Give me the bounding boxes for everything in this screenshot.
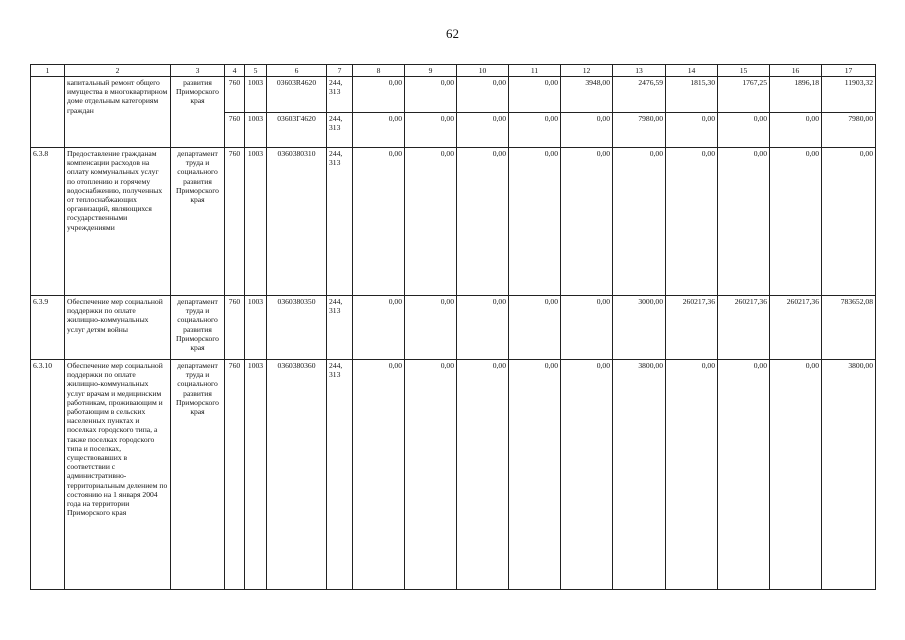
cell-value: 0,00	[353, 148, 405, 296]
column-header: 10	[457, 65, 509, 77]
cell-value: 260217,36	[770, 296, 822, 360]
cell-c5: 1003	[245, 360, 267, 590]
cell-c7: 244, 313	[327, 296, 353, 360]
cell-value: 0,00	[718, 360, 770, 590]
cell-value: 0,00	[509, 148, 561, 296]
cell-c4: 760	[225, 113, 245, 148]
column-header: 9	[405, 65, 457, 77]
cell-value: 0,00	[666, 148, 718, 296]
page-number: 62	[446, 26, 459, 41]
column-header: 15	[718, 65, 770, 77]
cell-value: 7980,00	[613, 113, 666, 148]
row-executor: департамент труда и социального развития Приморского края	[171, 296, 225, 360]
cell-c6: 03603R4620	[267, 77, 327, 113]
table-row	[31, 77, 876, 113]
cell-value: 0,00	[509, 77, 561, 113]
cell-value: 0,00	[561, 148, 613, 296]
column-header: 12	[561, 65, 613, 77]
row-name: Обеспечение мер социальной поддержки по оплате жилищно-коммунальных услуг детям войны	[65, 296, 171, 360]
cell-value: 0,00	[666, 113, 718, 148]
column-header: 11	[509, 65, 561, 77]
column-header: 3	[171, 65, 225, 77]
cell-value: 0,00	[457, 113, 509, 148]
cell-c6: 0360380350	[267, 296, 327, 360]
cell-c7: 244, 313	[327, 360, 353, 590]
column-header: 6	[267, 65, 327, 77]
row-code	[31, 77, 65, 148]
row-executor: департамент труда и социального развития Приморского края	[171, 148, 225, 296]
cell-value: 0,00	[561, 296, 613, 360]
cell-value: 0,00	[613, 148, 666, 296]
cell-value: 11903,32	[822, 77, 876, 113]
column-header: 17	[822, 65, 876, 77]
cell-c4: 760	[225, 360, 245, 590]
column-header: 8	[353, 65, 405, 77]
cell-c6: 03603Г4620	[267, 113, 327, 148]
cell-value: 0,00	[353, 296, 405, 360]
cell-value: 0,00	[770, 360, 822, 590]
row-name: Обеспечение мер социальной поддержки по оплате жилищно-коммунальных услуг врачам и медицинским работникам, проживающим и работающим в сельских населенных пунктах и поселках городского типа, а также поселках городского типа и поселках, существовавших в соответствии с административно-территориальным делением по состоянию на 1 января 2004 года на территории Приморского края	[65, 360, 171, 590]
cell-value: 0,00	[561, 360, 613, 590]
cell-value: 0,00	[561, 113, 613, 148]
column-header: 7	[327, 65, 353, 77]
cell-value: 0,00	[770, 148, 822, 296]
cell-value: 0,00	[405, 148, 457, 296]
cell-value: 0,00	[509, 113, 561, 148]
cell-c5: 1003	[245, 296, 267, 360]
column-header: 1	[31, 65, 65, 77]
cell-c6: 0360380360	[267, 360, 327, 590]
cell-c5: 1003	[245, 113, 267, 148]
cell-value: 0,00	[509, 296, 561, 360]
cell-c4: 760	[225, 77, 245, 113]
table-row	[31, 360, 876, 590]
cell-value: 1896,18	[770, 77, 822, 113]
row-name: капитальный ремонт общего имущества в многоквартирном доме отдельным категориям граждан	[65, 77, 171, 148]
column-header: 14	[666, 65, 718, 77]
cell-value: 0,00	[457, 77, 509, 113]
row-name: Предоставление гражданам компенсации расходов на оплату коммунальных услуг по отоплению и горячему водоснабжению, полученных от теплоснабжающих организаций, являющихся государственными учреждениями	[65, 148, 171, 296]
cell-value: 0,00	[666, 360, 718, 590]
column-header: 16	[770, 65, 822, 77]
column-header: 4	[225, 65, 245, 77]
cell-c7: 244, 313	[327, 148, 353, 296]
budget-table	[30, 64, 876, 590]
table-row	[31, 296, 876, 360]
cell-value: 7980,00	[822, 113, 876, 148]
cell-value: 3800,00	[613, 360, 666, 590]
cell-value: 2476,59	[613, 77, 666, 113]
cell-value: 0,00	[353, 77, 405, 113]
cell-value: 0,00	[405, 113, 457, 148]
cell-value: 0,00	[457, 148, 509, 296]
cell-c4: 760	[225, 296, 245, 360]
cell-c4: 760	[225, 148, 245, 296]
cell-value: 0,00	[405, 296, 457, 360]
cell-c7: 244, 313	[327, 77, 353, 113]
header-row	[31, 65, 876, 77]
cell-value: 1815,30	[666, 77, 718, 113]
cell-value: 0,00	[353, 360, 405, 590]
table-row	[31, 148, 876, 296]
cell-value: 260217,36	[718, 296, 770, 360]
cell-c6: 0360380310	[267, 148, 327, 296]
row-code: 6.3.8	[31, 148, 65, 296]
row-executor: департамент труда и социального развития Приморского края	[171, 360, 225, 590]
cell-value: 0,00	[457, 296, 509, 360]
column-header: 2	[65, 65, 171, 77]
row-code: 6.3.9	[31, 296, 65, 360]
cell-value: 3948,00	[561, 77, 613, 113]
cell-c5: 1003	[245, 148, 267, 296]
cell-value: 0,00	[353, 113, 405, 148]
row-executor: развития Приморского края	[171, 77, 225, 148]
cell-value: 0,00	[718, 113, 770, 148]
cell-value: 0,00	[405, 360, 457, 590]
column-header: 5	[245, 65, 267, 77]
cell-value: 0,00	[405, 77, 457, 113]
cell-value: 0,00	[457, 360, 509, 590]
cell-value: 0,00	[509, 360, 561, 590]
cell-value: 260217,36	[666, 296, 718, 360]
cell-value: 0,00	[822, 148, 876, 296]
cell-value: 3800,00	[822, 360, 876, 590]
cell-c5: 1003	[245, 77, 267, 113]
cell-value: 1767,25	[718, 77, 770, 113]
cell-value: 0,00	[718, 148, 770, 296]
cell-value: 3000,00	[613, 296, 666, 360]
column-header: 13	[613, 65, 666, 77]
cell-value: 0,00	[770, 113, 822, 148]
cell-c7: 244, 313	[327, 113, 353, 148]
row-code: 6.3.10	[31, 360, 65, 590]
cell-value: 783652,08	[822, 296, 876, 360]
